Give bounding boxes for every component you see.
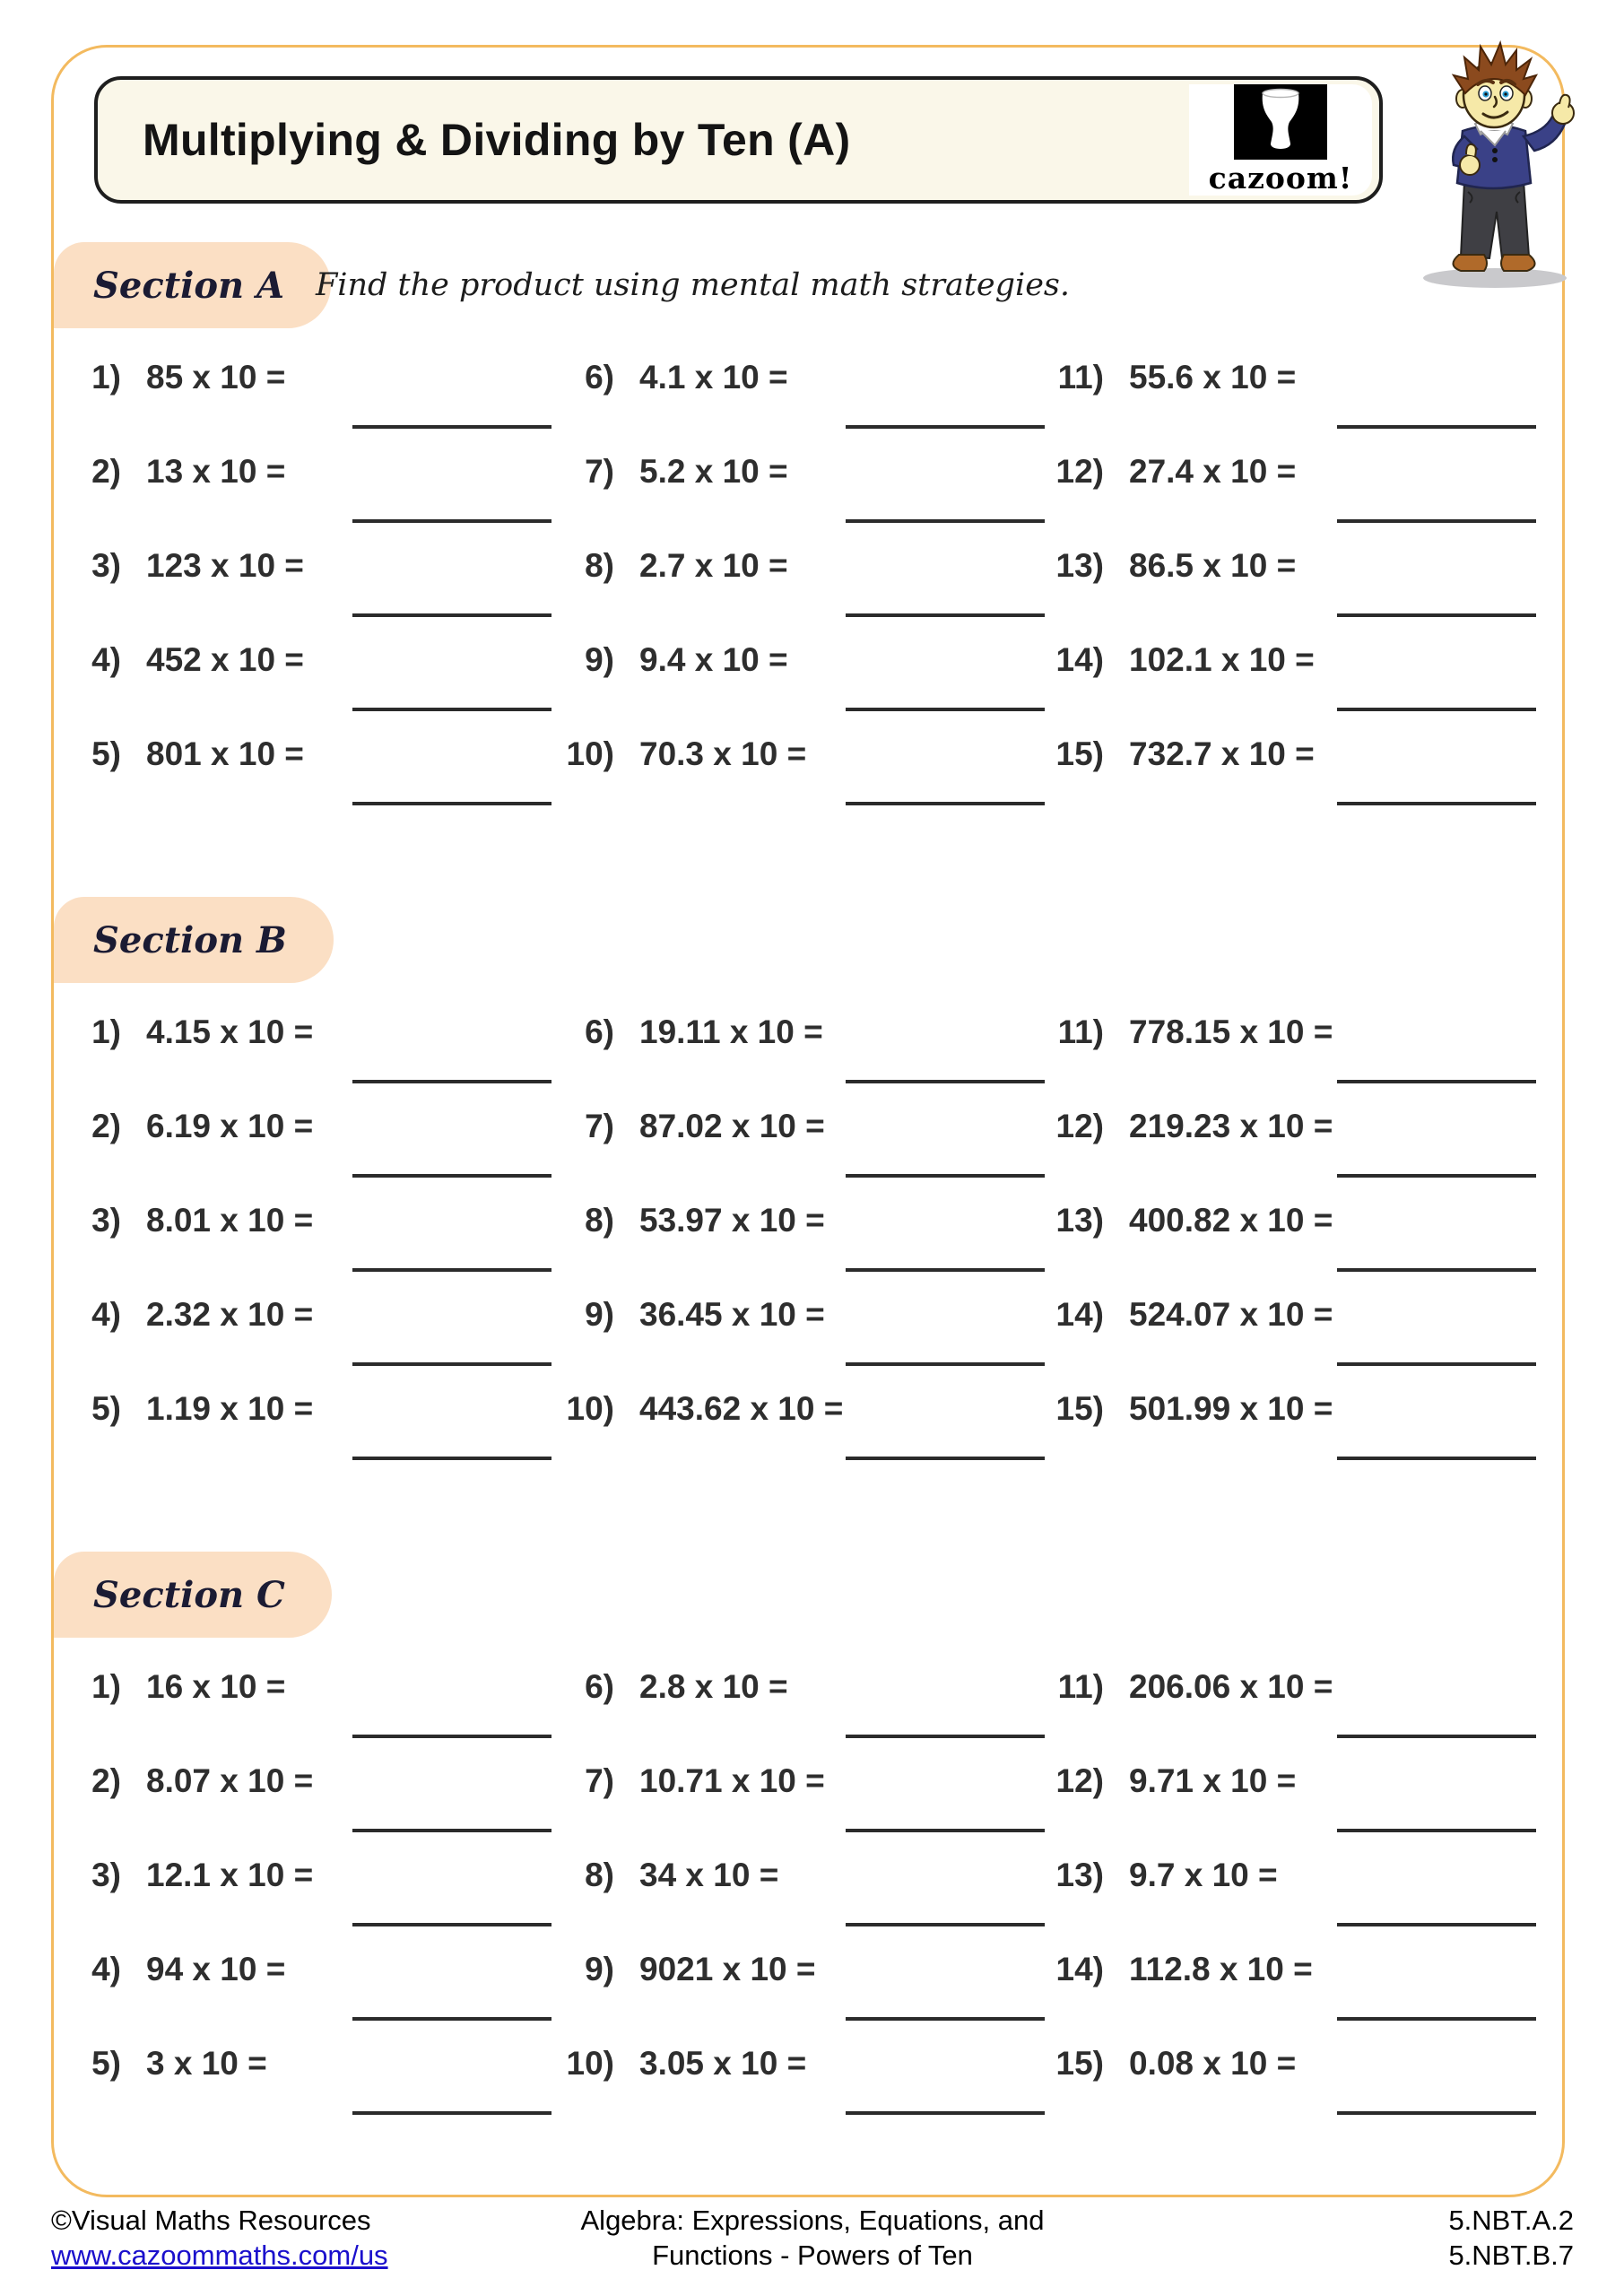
problem-number: 9) (585, 1951, 614, 1987)
problem-expression: 8.07 x 10 = (146, 1762, 314, 1799)
worksheet-section (54, 242, 1568, 839)
problem (538, 1106, 1019, 1200)
problem-expression: 12.1 x 10 = (146, 1857, 314, 1893)
problems-column (1019, 1666, 1568, 2137)
problem-number: 3) (91, 1202, 121, 1239)
answer-blank[interactable] (846, 708, 1045, 711)
problem-number: 15) (1055, 2045, 1104, 2082)
problem-expression: 2.8 x 10 = (639, 1668, 788, 1705)
problem-expression: 70.3 x 10 = (639, 735, 807, 772)
section-problems (54, 1666, 1568, 2142)
problem-number: 3) (91, 547, 121, 584)
answer-blank[interactable] (846, 1268, 1045, 1272)
problem-expression: 102.1 x 10 = (1129, 641, 1315, 678)
problem-number: 13) (1055, 1857, 1104, 1893)
topic-line-1: Algebra: Expressions, Equations, and (580, 2205, 1045, 2236)
problem-number: 12) (1055, 1108, 1104, 1144)
problem-number: 8) (585, 547, 614, 584)
problems-column (538, 357, 1019, 828)
answer-blank[interactable] (352, 1457, 551, 1460)
answer-blank[interactable] (846, 1735, 1045, 1738)
problems-column (538, 1666, 1019, 2137)
problem-number: 10) (566, 2045, 614, 2082)
problem-expression: 452 x 10 = (146, 641, 304, 678)
problem-expression: 9021 x 10 = (639, 1951, 816, 1987)
page-title: Multiplying & Dividing by Ten (A) (143, 115, 851, 165)
problem-expression: 86.5 x 10 = (1129, 547, 1297, 584)
answer-blank[interactable] (352, 613, 551, 617)
problem-number: 7) (585, 1762, 614, 1799)
problem (54, 1666, 538, 1761)
problem (54, 1106, 538, 1200)
answer-blank[interactable] (1337, 613, 1536, 617)
answer-blank[interactable] (1337, 425, 1536, 429)
problem-number: 4) (91, 1951, 121, 1987)
worksheet-section (54, 1552, 1568, 2148)
section-instruction: Find the product using mental math strategies. (316, 267, 1070, 303)
problems-column (1019, 1012, 1568, 1483)
section-label: Section A (93, 264, 285, 307)
problem-number: 11) (1057, 1013, 1104, 1050)
problem-number: 9) (585, 641, 614, 678)
problem-expression: 8.01 x 10 = (146, 1202, 314, 1239)
problem-expression: 5.2 x 10 = (639, 453, 788, 490)
answer-blank[interactable] (1337, 1457, 1536, 1460)
problem (1019, 639, 1568, 734)
answer-blank[interactable] (352, 519, 551, 523)
problem-expression: 9.4 x 10 = (639, 641, 788, 678)
problem (538, 1200, 1019, 1294)
answer-blank[interactable] (846, 613, 1045, 617)
problem-number: 12) (1055, 453, 1104, 490)
answer-blank[interactable] (1337, 2017, 1536, 2021)
problem-expression: 3 x 10 = (146, 2045, 267, 2082)
problem (1019, 1012, 1568, 1106)
problem (538, 1012, 1019, 1106)
problem-number: 14) (1055, 641, 1104, 678)
answer-blank[interactable] (1337, 1735, 1536, 1738)
problem (538, 1294, 1019, 1388)
problem (54, 1200, 538, 1294)
answer-blank[interactable] (1337, 1268, 1536, 1272)
problem-expression: 4.1 x 10 = (639, 359, 788, 396)
answer-blank[interactable] (1337, 1362, 1536, 1366)
problem-expression: 1.19 x 10 = (146, 1390, 314, 1427)
answer-blank[interactable] (846, 1457, 1045, 1460)
answer-blank[interactable] (846, 1174, 1045, 1178)
section-label: Section C (93, 1573, 285, 1616)
problem (1019, 1855, 1568, 1949)
answer-blank[interactable] (846, 519, 1045, 523)
problem (54, 1949, 538, 2043)
problem (1019, 1666, 1568, 1761)
problem (54, 1294, 538, 1388)
problem-number: 4) (91, 641, 121, 678)
problem-number: 5) (91, 2045, 121, 2082)
problem-number: 1) (91, 1668, 121, 1705)
answer-blank[interactable] (1337, 2111, 1536, 2115)
standard-code-2: 5.NBT.B.7 (1448, 2239, 1574, 2271)
logo-wordmark: cazoom! (1208, 161, 1353, 196)
problem-number: 2) (91, 1762, 121, 1799)
problem-number: 10) (566, 735, 614, 772)
problem-expression: 6.19 x 10 = (146, 1108, 314, 1144)
problem-number: 1) (91, 1013, 121, 1050)
problem-expression: 0.08 x 10 = (1129, 2045, 1297, 2082)
problem-expression: 34 x 10 = (639, 1857, 779, 1893)
problem-number: 1) (91, 359, 121, 396)
answer-blank[interactable] (1337, 519, 1536, 523)
answer-blank[interactable] (1337, 1080, 1536, 1083)
problem-expression: 9.71 x 10 = (1129, 1762, 1297, 1799)
problem-number: 13) (1055, 547, 1104, 584)
answer-blank[interactable] (846, 802, 1045, 805)
problem (54, 451, 538, 545)
problem-number: 8) (585, 1202, 614, 1239)
problem (1019, 1294, 1568, 1388)
problem-expression: 123 x 10 = (146, 547, 304, 584)
problem (1019, 451, 1568, 545)
problem (538, 545, 1019, 639)
problem (1019, 1761, 1568, 1855)
problem-expression: 112.8 x 10 = (1129, 1951, 1313, 1987)
problem-expression: 16 x 10 = (146, 1668, 286, 1705)
answer-blank[interactable] (352, 1268, 551, 1272)
problem-number: 5) (91, 1390, 121, 1427)
problem-number: 6) (585, 1013, 614, 1050)
problem (54, 1761, 538, 1855)
section-header (54, 897, 334, 983)
problems-column (54, 1666, 538, 2137)
problem-number: 6) (585, 359, 614, 396)
section-header (54, 1552, 332, 1638)
answer-blank[interactable] (352, 1080, 551, 1083)
problem-expression: 443.62 x 10 = (639, 1390, 844, 1427)
problem (1019, 357, 1568, 451)
footer-topic (51, 2203, 1574, 2273)
copyright-text: ©Visual Maths Resources (51, 2205, 371, 2236)
problem-number: 14) (1055, 1951, 1104, 1987)
answer-blank[interactable] (1337, 1923, 1536, 1926)
answer-blank[interactable] (846, 425, 1045, 429)
answer-blank[interactable] (352, 708, 551, 711)
answer-blank[interactable] (846, 1080, 1045, 1083)
problem (1019, 545, 1568, 639)
problem (538, 1761, 1019, 1855)
problem (538, 1388, 1019, 1483)
problem-expression: 87.02 x 10 = (639, 1108, 825, 1144)
cazoom-logo (1189, 84, 1372, 196)
answer-blank[interactable] (352, 802, 551, 805)
problem-number: 2) (91, 1108, 121, 1144)
problem-expression: 9.7 x 10 = (1129, 1857, 1278, 1893)
problem (538, 734, 1019, 828)
problem-number: 8) (585, 1857, 614, 1893)
problem (1019, 2043, 1568, 2137)
answer-blank[interactable] (846, 1362, 1045, 1366)
djembe-drum-icon (1234, 84, 1327, 160)
problem-expression: 778.15 x 10 = (1129, 1013, 1333, 1050)
problem (538, 2043, 1019, 2137)
problem (54, 734, 538, 828)
section-label: Section B (93, 918, 287, 961)
problem-expression: 36.45 x 10 = (639, 1296, 825, 1333)
problem-expression: 53.97 x 10 = (639, 1202, 825, 1239)
problem (538, 639, 1019, 734)
problem-expression: 219.23 x 10 = (1129, 1108, 1333, 1144)
problem-expression: 85 x 10 = (146, 359, 286, 396)
footer-standards (1448, 2203, 1574, 2273)
title-box (94, 76, 1383, 204)
answer-blank[interactable] (1337, 1829, 1536, 1832)
answer-blank[interactable] (352, 425, 551, 429)
answer-blank[interactable] (1337, 802, 1536, 805)
problem (54, 2043, 538, 2137)
problem (54, 357, 538, 451)
answer-blank[interactable] (846, 1923, 1045, 1926)
problem-number: 12) (1055, 1762, 1104, 1799)
problem-number: 13) (1055, 1202, 1104, 1239)
answer-blank[interactable] (846, 2017, 1045, 2021)
website-link[interactable]: www.cazoommaths.com/us (51, 2239, 388, 2271)
answer-blank[interactable] (352, 1174, 551, 1178)
standard-code-1: 5.NBT.A.2 (1448, 2205, 1574, 2236)
problem-number: 15) (1055, 735, 1104, 772)
problem (54, 1855, 538, 1949)
problem-expression: 2.32 x 10 = (146, 1296, 314, 1333)
problem-expression: 801 x 10 = (146, 735, 304, 772)
section-problems (54, 1012, 1568, 1487)
problem-number: 5) (91, 735, 121, 772)
problem-number: 11) (1057, 359, 1104, 396)
problem-expression: 732.7 x 10 = (1129, 735, 1315, 772)
problems-column (538, 1012, 1019, 1483)
problem-number: 11) (1057, 1668, 1104, 1705)
problem-expression: 19.11 x 10 = (639, 1013, 823, 1050)
problems-column (1019, 357, 1568, 828)
problem (538, 1666, 1019, 1761)
problem-expression: 10.71 x 10 = (639, 1762, 825, 1799)
page-footer (51, 2203, 1574, 2292)
problem-number: 7) (585, 1108, 614, 1144)
problem-expression: 55.6 x 10 = (1129, 359, 1297, 396)
section-header (54, 242, 331, 328)
problem-expression: 206.06 x 10 = (1129, 1668, 1333, 1705)
problem-expression: 2.7 x 10 = (639, 547, 788, 584)
answer-blank[interactable] (846, 2111, 1045, 2115)
problem-number: 9) (585, 1296, 614, 1333)
answer-blank[interactable] (352, 2017, 551, 2021)
problem-number: 4) (91, 1296, 121, 1333)
problem (538, 451, 1019, 545)
answer-blank[interactable] (352, 1362, 551, 1366)
problem-number: 6) (585, 1668, 614, 1705)
problem-expression: 524.07 x 10 = (1129, 1296, 1333, 1333)
answer-blank[interactable] (846, 1829, 1045, 1832)
answer-blank[interactable] (1337, 1174, 1536, 1178)
problems-column (54, 1012, 538, 1483)
problem-expression: 94 x 10 = (146, 1951, 286, 1987)
answer-blank[interactable] (352, 1735, 551, 1738)
topic-line-2: Functions - Powers of Ten (652, 2239, 973, 2271)
problem-number: 15) (1055, 1390, 1104, 1427)
problem-number: 3) (91, 1857, 121, 1893)
answer-blank[interactable] (352, 1829, 551, 1832)
problem (1019, 1200, 1568, 1294)
problem (1019, 734, 1568, 828)
problem-number: 14) (1055, 1296, 1104, 1333)
problem-expression: 4.15 x 10 = (146, 1013, 314, 1050)
problem (538, 357, 1019, 451)
problem (54, 1388, 538, 1483)
problem-number: 7) (585, 453, 614, 490)
problem (538, 1949, 1019, 2043)
answer-blank[interactable] (352, 2111, 551, 2115)
problem (54, 545, 538, 639)
problems-column (54, 357, 538, 828)
problem (54, 1012, 538, 1106)
problem-expression: 400.82 x 10 = (1129, 1202, 1333, 1239)
worksheet-section (54, 897, 1568, 1493)
problem-expression: 13 x 10 = (146, 453, 286, 490)
answer-blank[interactable] (352, 1923, 551, 1926)
problem-expression: 3.05 x 10 = (639, 2045, 807, 2082)
problem-expression: 501.99 x 10 = (1129, 1390, 1333, 1427)
problem-number: 10) (566, 1390, 614, 1427)
problem (54, 639, 538, 734)
problem-number: 2) (91, 453, 121, 490)
problem-expression: 27.4 x 10 = (1129, 453, 1297, 490)
problem (1019, 1388, 1568, 1483)
answer-blank[interactable] (1337, 708, 1536, 711)
section-problems (54, 357, 1568, 832)
problem (538, 1855, 1019, 1949)
problem (1019, 1949, 1568, 2043)
problem (1019, 1106, 1568, 1200)
